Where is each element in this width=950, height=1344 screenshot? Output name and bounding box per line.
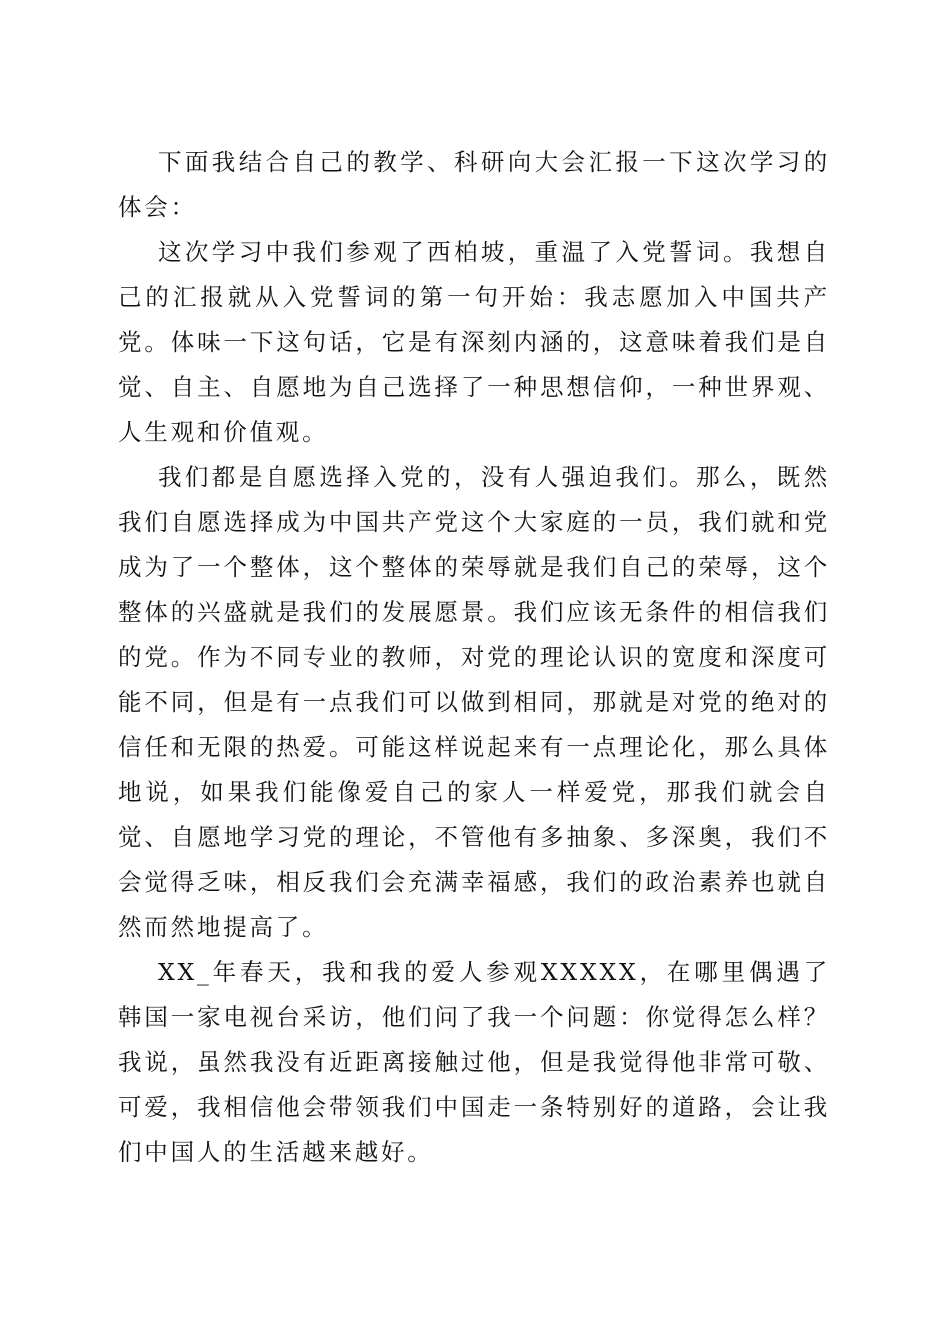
paragraph-intro: 下面我结合自己的教学、科研向大会汇报一下这次学习的体会： xyxy=(118,148,830,221)
paragraph-interview: XX_年春天，我和我的爱人参观XXXXX，在哪里偶遇了韩国一家电视台采访，他们问了我一个问题：你觉得怎么样？我说，虽然我没有近距离接触过他，但是我觉得他非常可敬、可爱，我相信他会带领我们中国走一条特别好的道路，会让我们中国人的生活越来越好。 xyxy=(118,958,830,1166)
document-body xyxy=(118,140,830,1175)
paragraph-oath: 这次学习中我们参观了西柏坡，重温了入党誓词。我想自己的汇报就从入党誓词的第一句开始：我志愿加入中国共产党。体味一下这句话，它是有深刻内涵的，这意味着我们是自觉、自主、自愿地为自己选择了一种思想信仰，一种世界观、人生观和价值观。 xyxy=(118,238,830,446)
paragraph-voluntary: 我们都是自愿选择入党的，没有人强迫我们。那么，既然我们自愿选择成为中国共产党这个大家庭的一员，我们就和党成为了一个整体，这个整体的荣辱就是我们自己的荣辱，这个整体的兴盛就是我们的发展愿景。我们应该无条件的相信我们的党。作为不同专业的教师，对党的理论认识的宽度和深度可能不同，但是有一点我们可以做到相同，那就是对党的绝对的信任和无限的热爱。可能这样说起来有一点理论化，那么具体地说，如果我们能像爱自己的家人一样爱党，那我们就会自觉、自愿地学习党的理论，不管他有多抽象、多深奥，我们不会觉得乏味，相反我们会充满幸福感，我们的政治素养也就自然而然地提高了。 xyxy=(118,463,830,941)
